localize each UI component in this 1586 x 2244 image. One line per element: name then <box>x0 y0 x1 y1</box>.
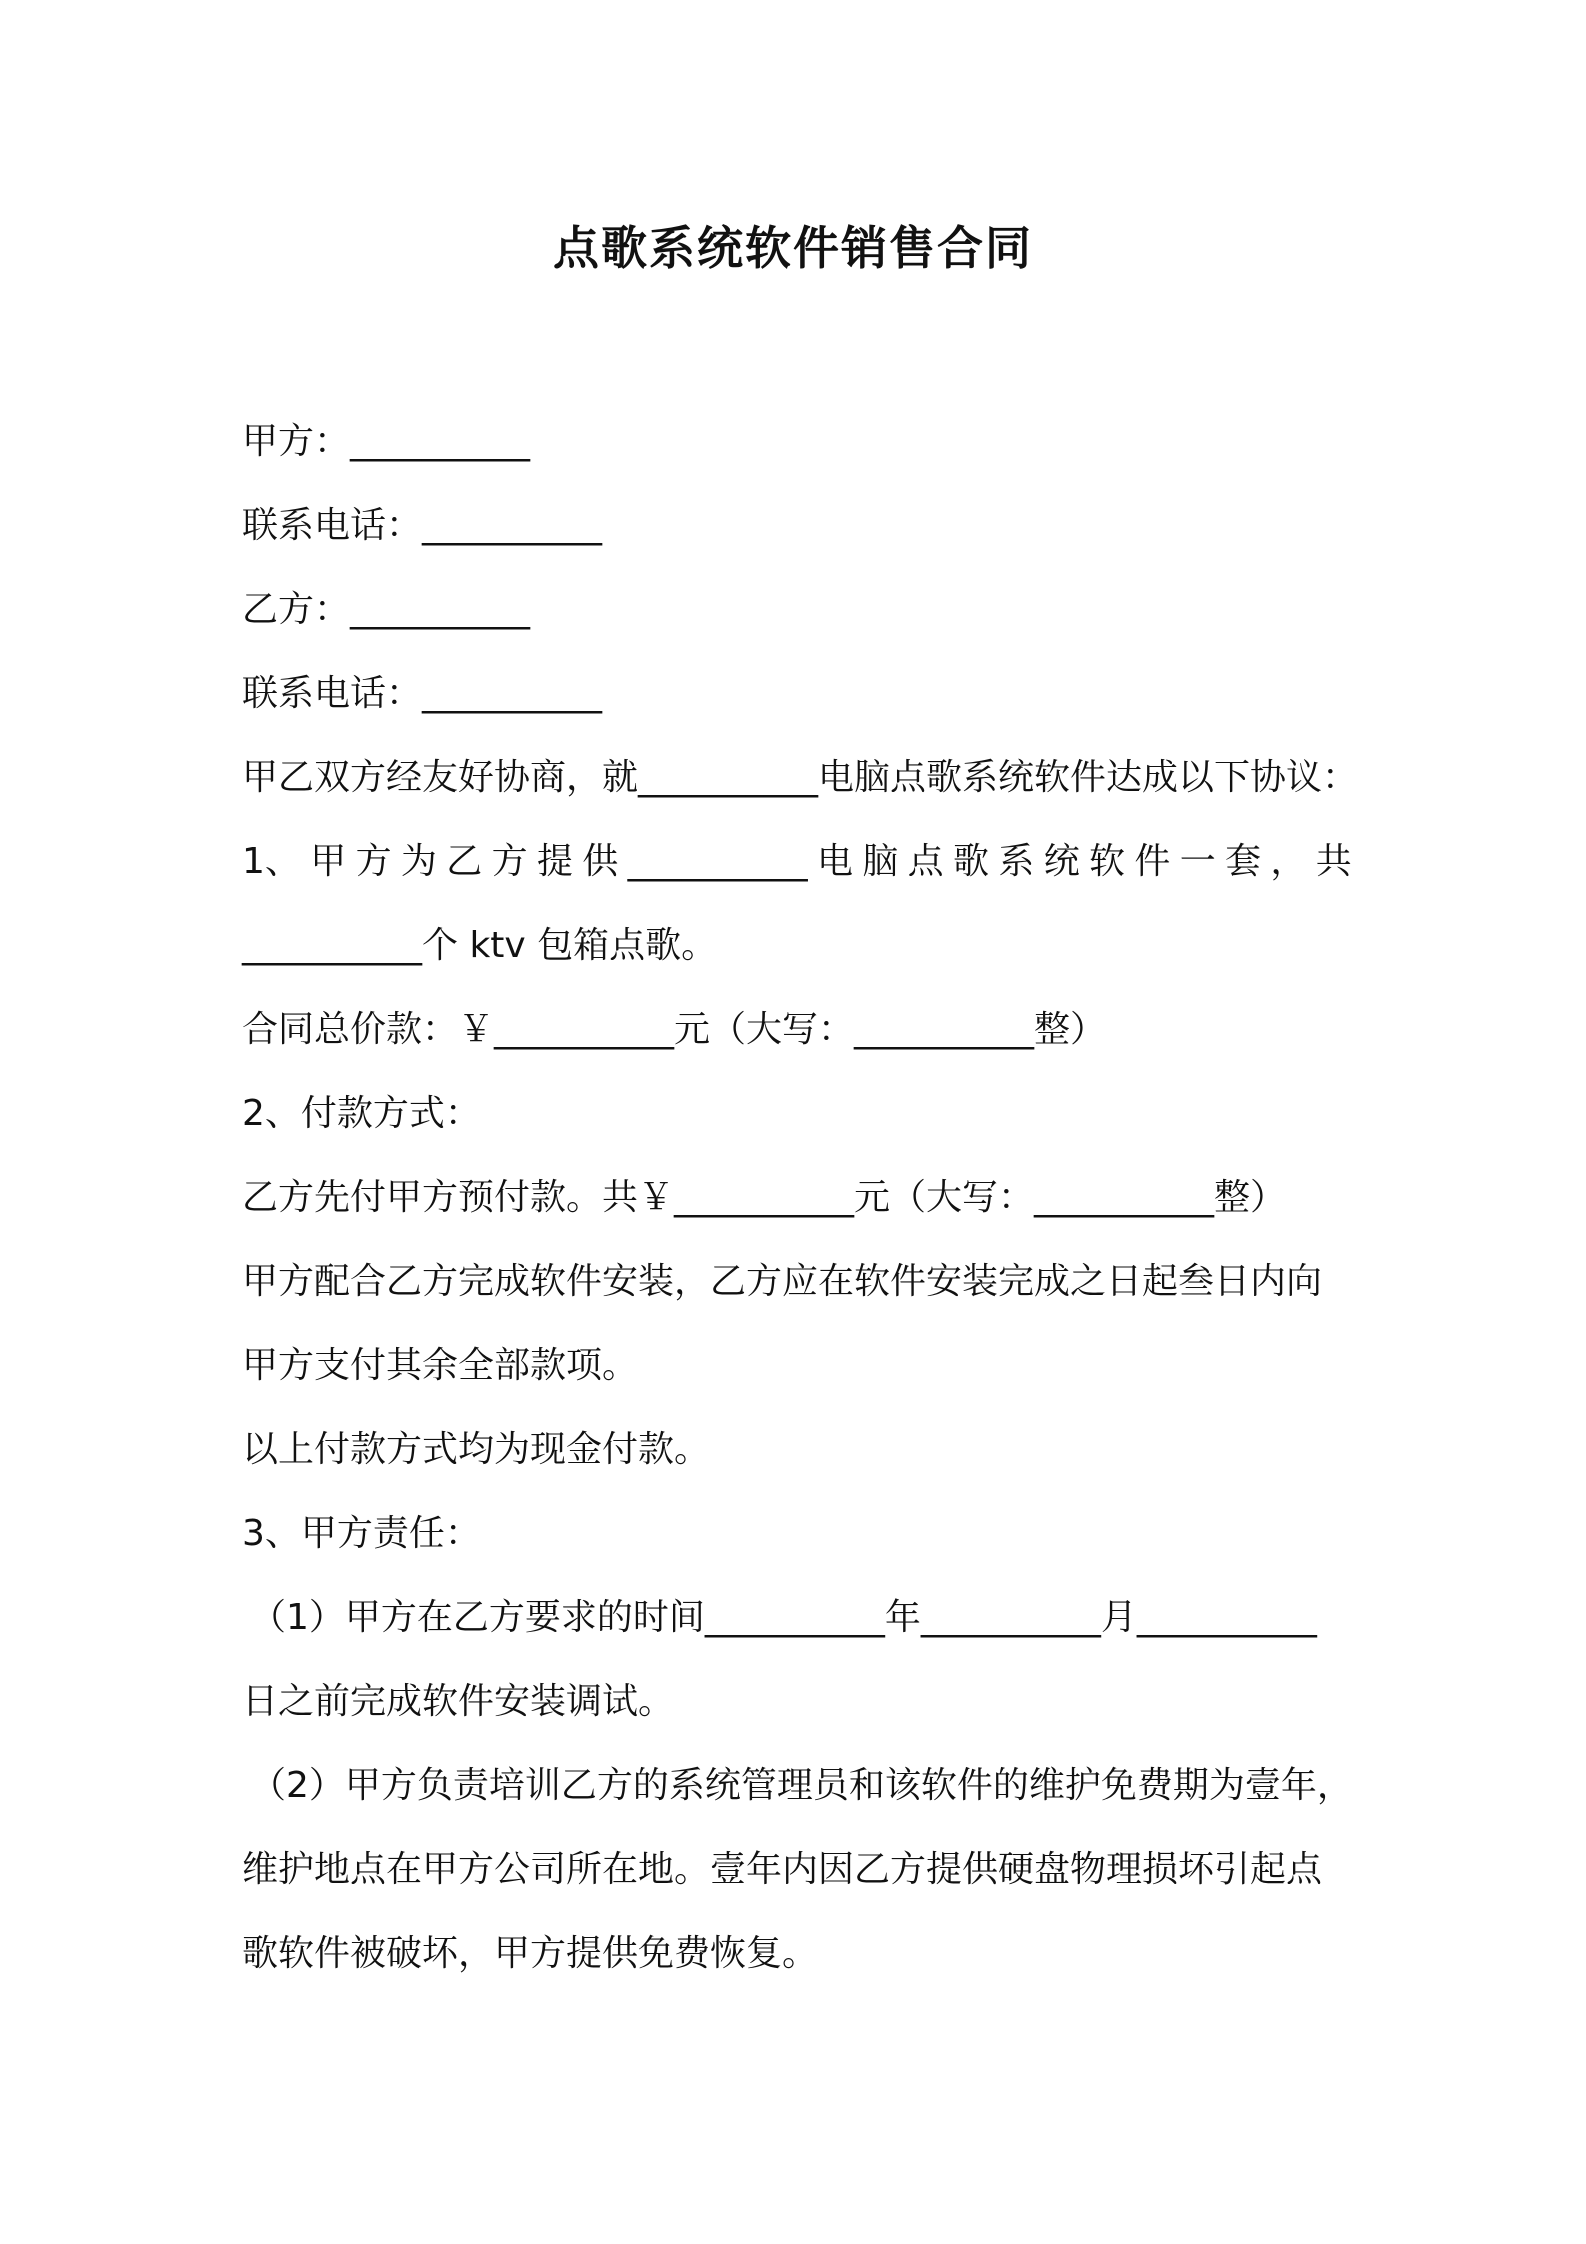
clause-1-token: 供 <box>582 841 619 882</box>
clause-1-line-1 <box>242 820 1352 904</box>
clause-1-token: 统 <box>1043 841 1080 882</box>
clause-1-token: 套 <box>1225 841 1262 882</box>
cash-payment-line: 以上付款方式均为现金付款。 <box>242 1429 711 1470</box>
clause-1-token: 为 <box>400 841 437 882</box>
clause-1-token: 共 <box>1315 841 1352 882</box>
clause-3-2-line-2: 维护地点在甲方公司所在地。壹年内因乙方提供硬盘物理损坏引起点 <box>242 1849 1323 1890</box>
clause-1-token: 方 <box>491 841 528 882</box>
contract-body <box>242 400 1359 1996</box>
party-a-phone-line: 联系电话：__________ <box>242 505 603 546</box>
clause-1-token: 1、 <box>242 841 301 882</box>
agreement-intro-line: 甲乙双方经友好协商，就__________电脑点歌系统软件达成以下协议： <box>242 757 1359 798</box>
clause-1-blank: __________ <box>627 841 808 882</box>
clause-3-2-line-1: （2）甲方负责培训乙方的系统管理员和该软件的维护免费期为壹年， <box>250 1765 1353 1806</box>
clause-1-token: 方 <box>355 841 392 882</box>
clause-1-token: 点 <box>907 841 944 882</box>
page-title: 点歌系统软件销售合同 <box>553 221 1033 275</box>
clause-1-token: 电 <box>816 841 853 882</box>
clause-3-heading: 3、甲方责任： <box>242 1513 481 1554</box>
party-b-line: 乙方：__________ <box>242 589 531 630</box>
clause-1-line-2: __________个 ktv 包箱点歌。 <box>242 925 718 966</box>
clause-2-heading: 2、付款方式： <box>242 1093 481 1134</box>
party-a-line: 甲方：__________ <box>242 421 531 462</box>
clause-3-2-line-3: 歌软件被破坏，甲方提供免费恢复。 <box>242 1933 819 1974</box>
clause-1-token: 一 <box>1179 841 1216 882</box>
clause-3-1-line-1: （1）甲方在乙方要求的时间__________年__________月__________ <box>250 1597 1317 1638</box>
clause-1-token: 提 <box>536 841 573 882</box>
clause-1-token: ， <box>1270 841 1307 882</box>
clause-1-token: 件 <box>1134 841 1171 882</box>
clause-3-1-line-2: 日之前完成软件安装调试。 <box>242 1681 675 1722</box>
installation-payment-line-1: 甲方配合乙方完成软件安装，乙方应在软件安装完成之日起叁日内向 <box>242 1261 1323 1302</box>
clause-1-token: 脑 <box>862 841 899 882</box>
total-price-line: 合同总价款：￥__________元（大写：__________整） <box>242 1009 1107 1050</box>
installation-payment-line-2: 甲方支付其余全部款项。 <box>242 1345 639 1386</box>
party-b-phone-line: 联系电话：__________ <box>242 673 603 714</box>
clause-1-token: 系 <box>998 841 1035 882</box>
clause-1-token: 软 <box>1089 841 1126 882</box>
clause-1-token: 歌 <box>953 841 990 882</box>
prepayment-line: 乙方先付甲方预付款。共￥__________元（大写：__________整） <box>242 1177 1287 1218</box>
clause-1-token: 乙 <box>446 841 483 882</box>
clause-1-token: 甲 <box>310 841 347 882</box>
